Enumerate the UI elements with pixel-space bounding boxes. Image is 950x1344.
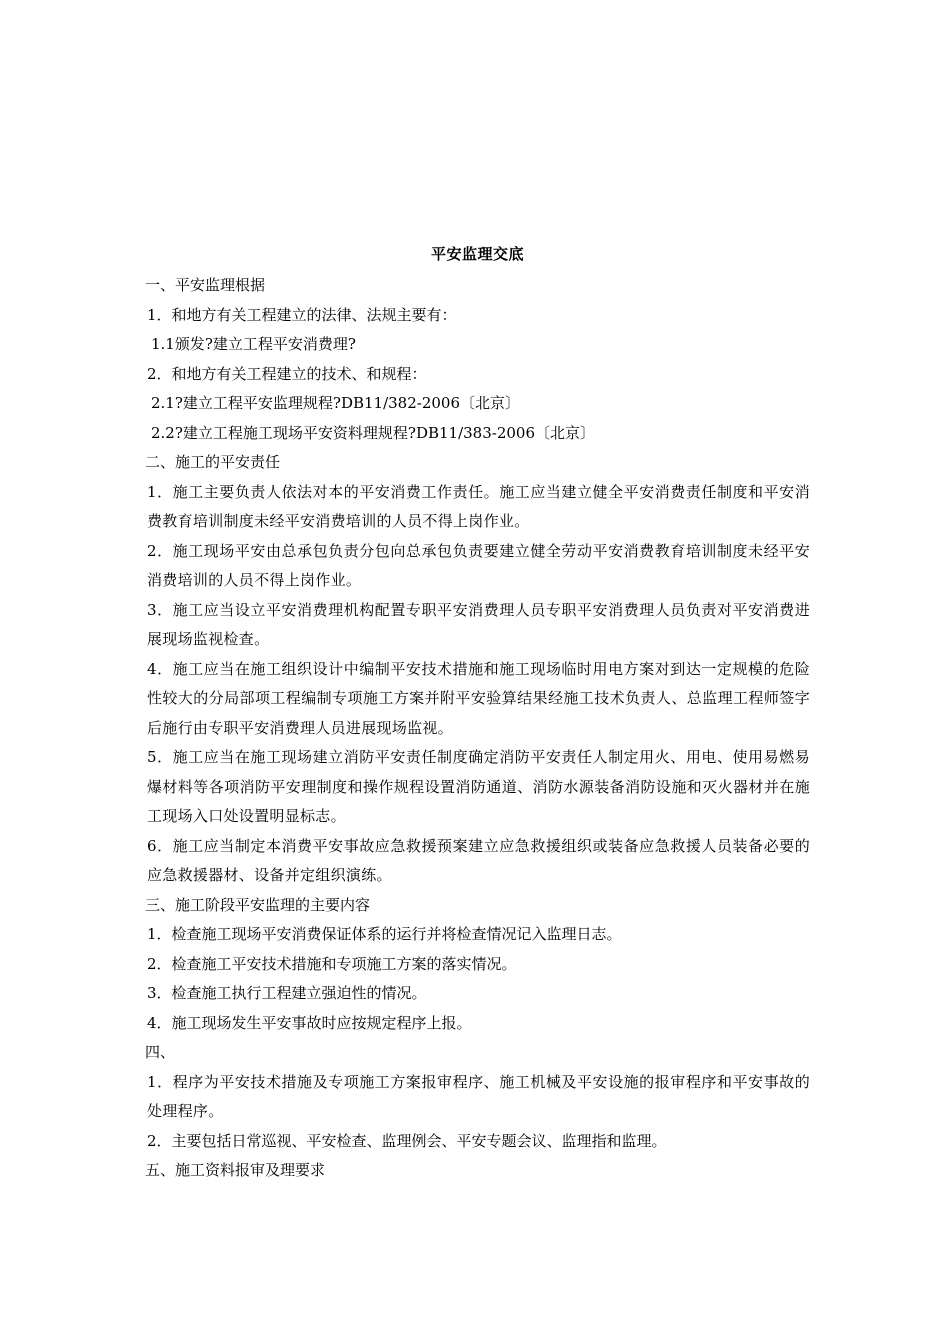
list-item-4-2: 2．主要包括日常巡视、平安检查、监理例会、平安专题会议、监理指和监理。 (147, 1131, 667, 1150)
list-item-1-1: 1．和地方有关工程建立的法律、法规主要有： (147, 305, 457, 324)
list-item-1-2-1: 2.1?建立工程平安监理规程?DB11/382-2006〔北京〕 (151, 394, 521, 412)
list-item-3-2: 2．检查施工平安技术措施和专项施工方案的落实情况。 (147, 954, 517, 973)
paragraph-4-1: 1．程序为平安技术措施及专项施工方案报审程序、施工机械及平安设施的报审程序和平安事故的处理程序。 (147, 1072, 810, 1120)
paragraph-2-5: 5．施工应当在施工现场建立消防平安责任制度确定消防平安责任人制定用火、用电、使用易燃易爆材料等各项消防平安理制度和操作规程设置消防通道、消防水源装备消防设施和灭火器材并在施工现场入口处设置明显标志。 (147, 748, 810, 825)
list-item-1-2: 2．和地方有关工程建立的技术、和规程： (147, 364, 427, 383)
paragraph-2-6: 6．施工应当制定本消费平安事故应急救援预案建立应急救援组织或装备应急救援人员装备必要的应急救援器材、设备并定组织演练。 (147, 836, 810, 884)
paragraph-2-3: 3．施工应当设立平安消费理机构配置专职平安消费理人员专职平安消费理人员负责对平安消费进展现场监视检查。 (147, 600, 810, 648)
list-item-3-3: 3．检查施工执行工程建立强迫性的情况。 (147, 984, 427, 1002)
list-item-1-1-1: 1.1颁发?建立工程平安消费理? (151, 335, 356, 353)
list-item-1-2-2: 2.2?建立工程施工现场平安资料理规程?DB11/383-2006〔北京〕 (151, 423, 596, 442)
section-heading-2: 二、施工的平安责任 (145, 453, 281, 471)
paragraph-2-4: 4．施工应当在施工组织设计中编制平安技术措施和施工现场临时用电方案对到达一定规模的危险性较大的分局部项工程编制专项施工方案并附平安验算结果经施工技术负责人、总监理工程师签字后施行由专职平安消费理人员进展现场监视。 (147, 659, 810, 737)
paragraph-2-2: 2．施工现场平安由总承包负责分包向总承包负责要建立健全劳动平安消费教育培训制度未经平安消费培训的人员不得上岗作业。 (147, 541, 810, 589)
document-body (145, 243, 810, 1186)
section-heading-3: 三、施工阶段平安监理的主要内容 (145, 895, 371, 914)
section-heading-1: 一、平安监理根据 (145, 276, 266, 294)
paragraph-2-1: 1．施工主要负责人依法对本的平安消费工作责任。施工应当建立健全平安消费责任制度和平安消费教育培训制度未经平安消费培训的人员不得上岗作业。 (147, 482, 810, 530)
list-item-3-1: 1．检查施工现场平安消费保证体系的运行并将检查情况记入监理日志。 (147, 925, 622, 943)
document-title: 平安监理交底 (430, 245, 524, 263)
list-item-3-4: 4．施工现场发生平安事故时应按规定程序上报。 (147, 1013, 472, 1032)
section-heading-5: 五、施工资料报审及理要求 (145, 1161, 326, 1179)
section-heading-4: 四、 (145, 1043, 176, 1061)
